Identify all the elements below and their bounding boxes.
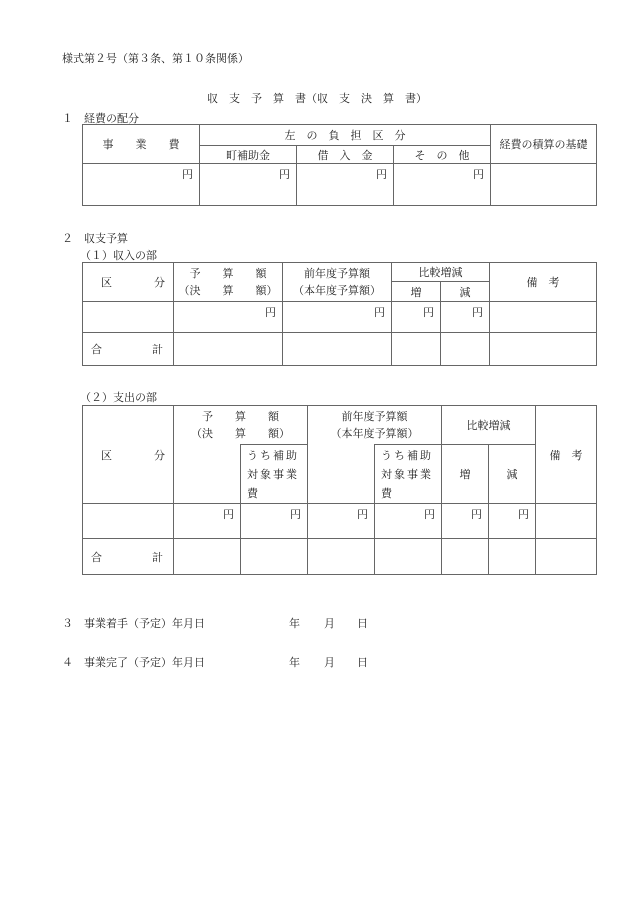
expense-col-remarks: 備 考 — [536, 406, 597, 504]
category-right: 分 — [154, 448, 165, 462]
income-col-compare: 比較増減 — [392, 263, 490, 282]
unit-label: 円 — [357, 508, 368, 521]
subsidy-line1: うち補助 — [247, 448, 299, 462]
expense-col-increase: 増 — [442, 445, 489, 504]
total-left: 合 — [91, 343, 102, 356]
expense-prev-spacer — [308, 445, 375, 504]
subsidy-line1: うち補助 — [381, 448, 433, 462]
subsidy-line3: 費 — [247, 486, 260, 500]
expense-col-prev-subsidy — [375, 445, 442, 504]
expense-cell-category[interactable] — [83, 504, 174, 539]
income-heading: （１）収入の部 — [80, 249, 157, 262]
col-project-cost: 事 業 費 — [83, 125, 200, 164]
cell-loan[interactable] — [297, 164, 394, 206]
unit-label: 円 — [182, 168, 193, 181]
expense-total-prev-subsidy[interactable] — [375, 539, 442, 575]
section1-heading: １ 経費の配分 — [62, 112, 139, 125]
unit-label: 円 — [472, 306, 483, 319]
expense-total-budget[interactable] — [174, 539, 241, 575]
income-total-remarks[interactable] — [490, 333, 597, 366]
unit-label: 円 — [423, 306, 434, 319]
income-total-budget[interactable] — [174, 333, 283, 366]
unit-label: 円 — [473, 168, 485, 181]
income-col-prev — [283, 263, 392, 302]
expense-col-decrease: 減 — [489, 445, 536, 504]
expense-cell-budget[interactable] — [174, 504, 241, 539]
total-left: 合 — [91, 550, 102, 564]
expense-col-budget — [174, 406, 308, 445]
page-title: 収 支 予 算 書（収 支 決 算 書） — [207, 92, 427, 105]
expense-cell-decrease[interactable] — [489, 504, 536, 539]
start-date-label: ３ 事業着手（予定）年月日 — [62, 617, 205, 630]
prev-line1: 前年度予算額 — [341, 410, 408, 423]
budget-line2: （決 算 額） — [191, 427, 290, 440]
unit-label: 円 — [223, 508, 234, 521]
income-cell-prev[interactable] — [283, 302, 392, 333]
col-loan: 借 入 金 — [297, 146, 394, 164]
col-basis: 経費の積算の基礎 — [491, 125, 597, 164]
expense-budget-spacer — [174, 445, 241, 504]
income-cell-increase[interactable] — [392, 302, 441, 333]
income-total-label — [83, 333, 174, 366]
unit-label: 円 — [376, 168, 387, 181]
income-cell-remarks[interactable] — [490, 302, 597, 333]
expense-cell-prev[interactable] — [308, 504, 375, 539]
unit-label: 円 — [424, 508, 435, 521]
income-total-increase[interactable] — [392, 333, 441, 366]
col-town-subsidy: 町補助金 — [200, 146, 297, 164]
unit-label: 円 — [290, 508, 301, 521]
end-month[interactable]: 月 — [324, 656, 335, 669]
expense-total-label — [83, 539, 174, 575]
income-table — [82, 262, 597, 366]
expense-heading: （２）支出の部 — [80, 391, 157, 404]
expense-cell-increase[interactable] — [442, 504, 489, 539]
unit-label: 円 — [518, 508, 529, 521]
expense-total-budget-subsidy[interactable] — [241, 539, 308, 575]
end-date-label: ４ 事業完了（予定）年月日 — [62, 656, 205, 669]
expense-col-budget-subsidy — [241, 445, 308, 504]
category-left: 区 — [101, 448, 112, 462]
income-total-decrease[interactable] — [441, 333, 490, 366]
prev-line2: （本年度予算額） — [330, 427, 419, 440]
income-cell-budget[interactable] — [174, 302, 283, 333]
cell-town-subsidy[interactable] — [200, 164, 297, 206]
total-right: 計 — [152, 343, 163, 356]
expense-allocation-table — [82, 124, 597, 206]
budget-line2: （決 算 額） — [178, 284, 278, 297]
cell-other[interactable] — [394, 164, 491, 206]
col-other: そ の 他 — [394, 146, 491, 164]
expense-col-prev — [308, 406, 442, 445]
budget-line1: 予 算 額 — [189, 267, 267, 280]
subsidy-line3: 費 — [381, 486, 394, 500]
prev-line2: （本年度予算額） — [293, 284, 381, 297]
start-month[interactable]: 月 — [324, 617, 335, 630]
unit-label: 円 — [471, 508, 482, 521]
cell-basis[interactable] — [491, 164, 597, 206]
expense-col-category — [83, 406, 174, 504]
expense-total-prev[interactable] — [308, 539, 375, 575]
expense-cell-budget-subsidy[interactable] — [241, 504, 308, 539]
col-burden-header: 左 の 負 担 区 分 — [200, 125, 491, 146]
end-year[interactable]: 年 — [289, 656, 300, 669]
start-day[interactable]: 日 — [357, 617, 368, 630]
income-col-remarks: 備 考 — [490, 263, 597, 302]
form-label: 様式第２号（第３条、第１０条関係） — [62, 52, 249, 65]
start-year[interactable]: 年 — [289, 617, 300, 630]
cell-project-cost[interactable] — [83, 164, 200, 206]
expense-table — [82, 405, 597, 575]
income-col-budget — [174, 263, 283, 302]
budget-line1: 予 算 額 — [202, 410, 279, 423]
unit-label: 円 — [279, 168, 290, 181]
expense-col-compare: 比較増減 — [442, 406, 536, 445]
expense-cell-remarks[interactable] — [536, 504, 597, 539]
income-cell-decrease[interactable] — [441, 302, 490, 333]
income-total-prev[interactable] — [283, 333, 392, 366]
unit-label: 円 — [374, 306, 385, 319]
category-left: 区 — [101, 276, 112, 289]
expense-total-decrease[interactable] — [489, 539, 536, 575]
income-cell-category[interactable] — [83, 302, 174, 333]
expense-cell-prev-subsidy[interactable] — [375, 504, 442, 539]
income-col-decrease: 減 — [441, 282, 490, 302]
section2-heading: ２ 収支予算 — [62, 232, 128, 245]
income-col-category — [83, 263, 174, 302]
subsidy-line2: 対象事業 — [381, 467, 433, 481]
end-day[interactable]: 日 — [357, 656, 368, 669]
expense-total-remarks[interactable] — [536, 539, 597, 575]
unit-label: 円 — [265, 306, 276, 319]
income-col-increase: 増 — [392, 282, 441, 302]
category-right: 分 — [154, 276, 165, 289]
total-right: 計 — [152, 550, 163, 564]
subsidy-line2: 対象事業 — [247, 467, 299, 481]
prev-line1: 前年度予算額 — [304, 267, 370, 280]
expense-total-increase[interactable] — [442, 539, 489, 575]
